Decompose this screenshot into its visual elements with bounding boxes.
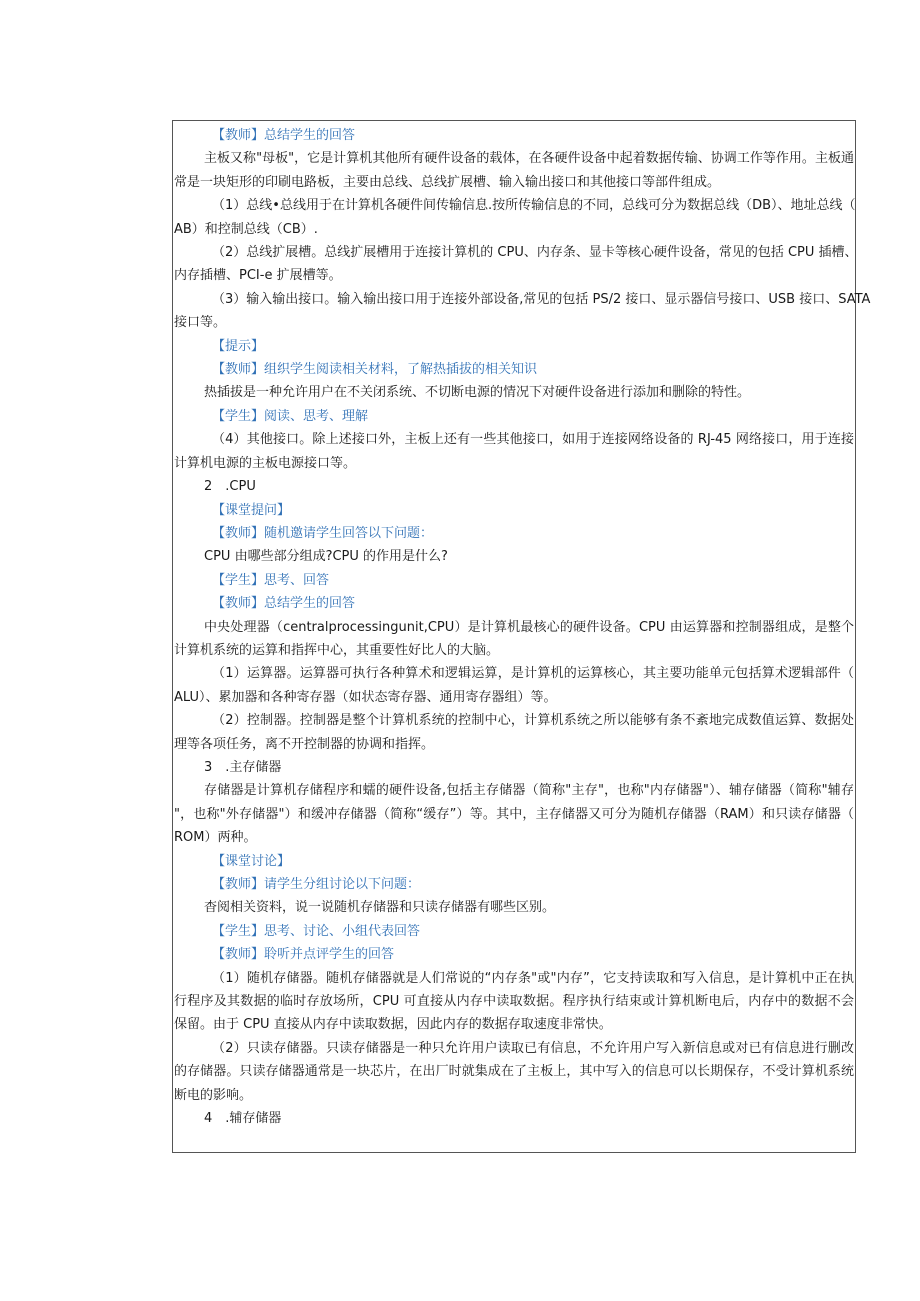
text-line: 理等各项任务，离不开控制器的协调和指挥。 <box>174 736 435 752</box>
text-line: 行程序及其数据的临时存放场所，CPU 可直接从内存中读取数据。程序执行结束或计算机断电后，内存中的数据不会 <box>174 994 854 1010</box>
text-line: （1）总线•总线用于在计算机各硬件间传输信息.按所传输信息的不同，总线可分为数据总线（DB）、地址总线（ <box>212 198 856 214</box>
section-tag-line: 【教师】总结学生的回答 <box>212 596 356 612</box>
text-line: ALU）、累加器和各种寄存器（如状态寄存器、通用寄存器组）等。 <box>174 689 557 705</box>
text-line: 主板又称"母板"，它是计算机其他所有硬件设备的载体，在各硬件设备中起着数据传输、协调工作等作用。主板通 <box>204 151 854 167</box>
section-tag-line: 【学生】思考、讨论、小组代表回答 <box>212 923 421 939</box>
section-tag-line: 【学生】思考、回答 <box>212 572 330 588</box>
text-line: 计算机系统的运算和指挥中心，其重要性好比人的大脑。 <box>174 642 500 658</box>
section-tag-line: 【提示】 <box>212 338 265 354</box>
section-tag-line: 【教师】聆听并点评学生的回答 <box>212 947 395 963</box>
document-body <box>174 124 871 1130</box>
text-line: 热插拔是一种允许用户在不关闭系统、不切断电源的情况下对硬件设备进行添加和删除的特性。 <box>204 385 751 401</box>
text-line: 存储器是计算机存储程序和蠕的硬件设备,包括主存储器（简称"主存"，也称"内存储器"）、辅存储器（简称"辅存 <box>204 783 854 799</box>
text-line: "，也称"外存储器"）和缓冲存储器（简称“缓存”）等。其中，主存储器又可分为随机存储器（RAM）和只读存储器（ <box>174 806 854 822</box>
text-line: 4 .辅存储器 <box>204 1111 282 1127</box>
text-line: AB）和控制总线（CB）. <box>174 221 318 237</box>
section-tag-line: 【教师】总结学生的回答 <box>212 128 356 143</box>
section-tag-line: 【课堂讨论】 <box>212 853 291 869</box>
text-line: 保留。由于 CPU 直接从内存中读取数据，因此内存的数据存取速度非常快。 <box>174 1017 612 1033</box>
section-tag-line: 【教师】请学生分组讨论以下问题： <box>212 877 421 892</box>
section-tag-line: 【学生】阅读、思考、理解 <box>212 408 369 424</box>
text-line: CPU 由哪些部分组成?CPU 的作用是什么? <box>204 549 448 565</box>
text-line: 杳阅相关资料，说一说随机存储器和只读存储器有哪些区别。 <box>204 900 556 916</box>
text-line: （3）输入输出接口。输入输出接口用于连接外部设备,常见的包括 PS/2 接口、显示器信号接口、USB 接口、SATA <box>212 291 871 307</box>
text-line: 接口等。 <box>174 315 227 331</box>
text-line: （4）其他接口。除上述接口外，主板上还有一些其他接口，如用于连接网络设备的 RJ-45 网络接口，用于连接 <box>212 432 854 448</box>
text-line: 2 .CPU <box>204 479 256 495</box>
section-tag-line: 【课堂提问】 <box>212 502 291 518</box>
text-line: 计算机电源的主板电源接口等。 <box>174 455 357 471</box>
text-line: 中央处理器（centralprocessingunit,CPU）是计算机最核心的硬件设备。CPU 由运算器和控制器组成，是整个 <box>204 619 854 635</box>
text-line: （2）只读存储器。只读存储器是一种只允许用户读取已有信息，不允许用户写入新信息或对已有信息进行删改 <box>212 1040 854 1056</box>
text-line: ROM）两种。 <box>174 830 257 846</box>
text-line: 3 .主存储器 <box>204 759 282 775</box>
text-line: 断电的影响。 <box>174 1087 253 1103</box>
text-line: （1）运算器。运算器可执行各种算术和逻辑运算，是计算机的运算核心，其主要功能单元包括算术逻辑部件（ <box>212 666 854 682</box>
text-line: （2）控制器。控制器是整个计算机系统的控制中心，计算机系统之所以能够有条不紊地完成数值运算、数据处 <box>212 713 854 729</box>
text-line: 内存插槽、PCI-e 扩展槽等。 <box>174 268 342 284</box>
section-tag-line: 【教师】随机邀请学生回答以下问题： <box>212 525 434 541</box>
section-tag-line: 【教师】组织学生阅读相关材料，了解热插拔的相关知识 <box>212 362 538 378</box>
text-line: 常是一块矩形的印刷电路板，主要由总线、总线扩展槽、输入输出接口和其他接口等部件组成。 <box>174 174 721 190</box>
text-line: （1）随机存储器。随机存储器就是人们常说的“内存条"或"内存”，它支持读取和写入信息，是计算机中正在执 <box>212 970 854 986</box>
text-line: 的存储器。只读存储器通常是一块芯片，在出厂时就集成在了主板上，其中写入的信息可以长期保存，不受计算机系统 <box>174 1064 854 1080</box>
text-line: （2）总线扩展槽。总线扩展槽用于连接计算机的 CPU、内存条、显卡等核心硬件设备，常见的包括 CPU 插槽、 <box>212 245 858 261</box>
